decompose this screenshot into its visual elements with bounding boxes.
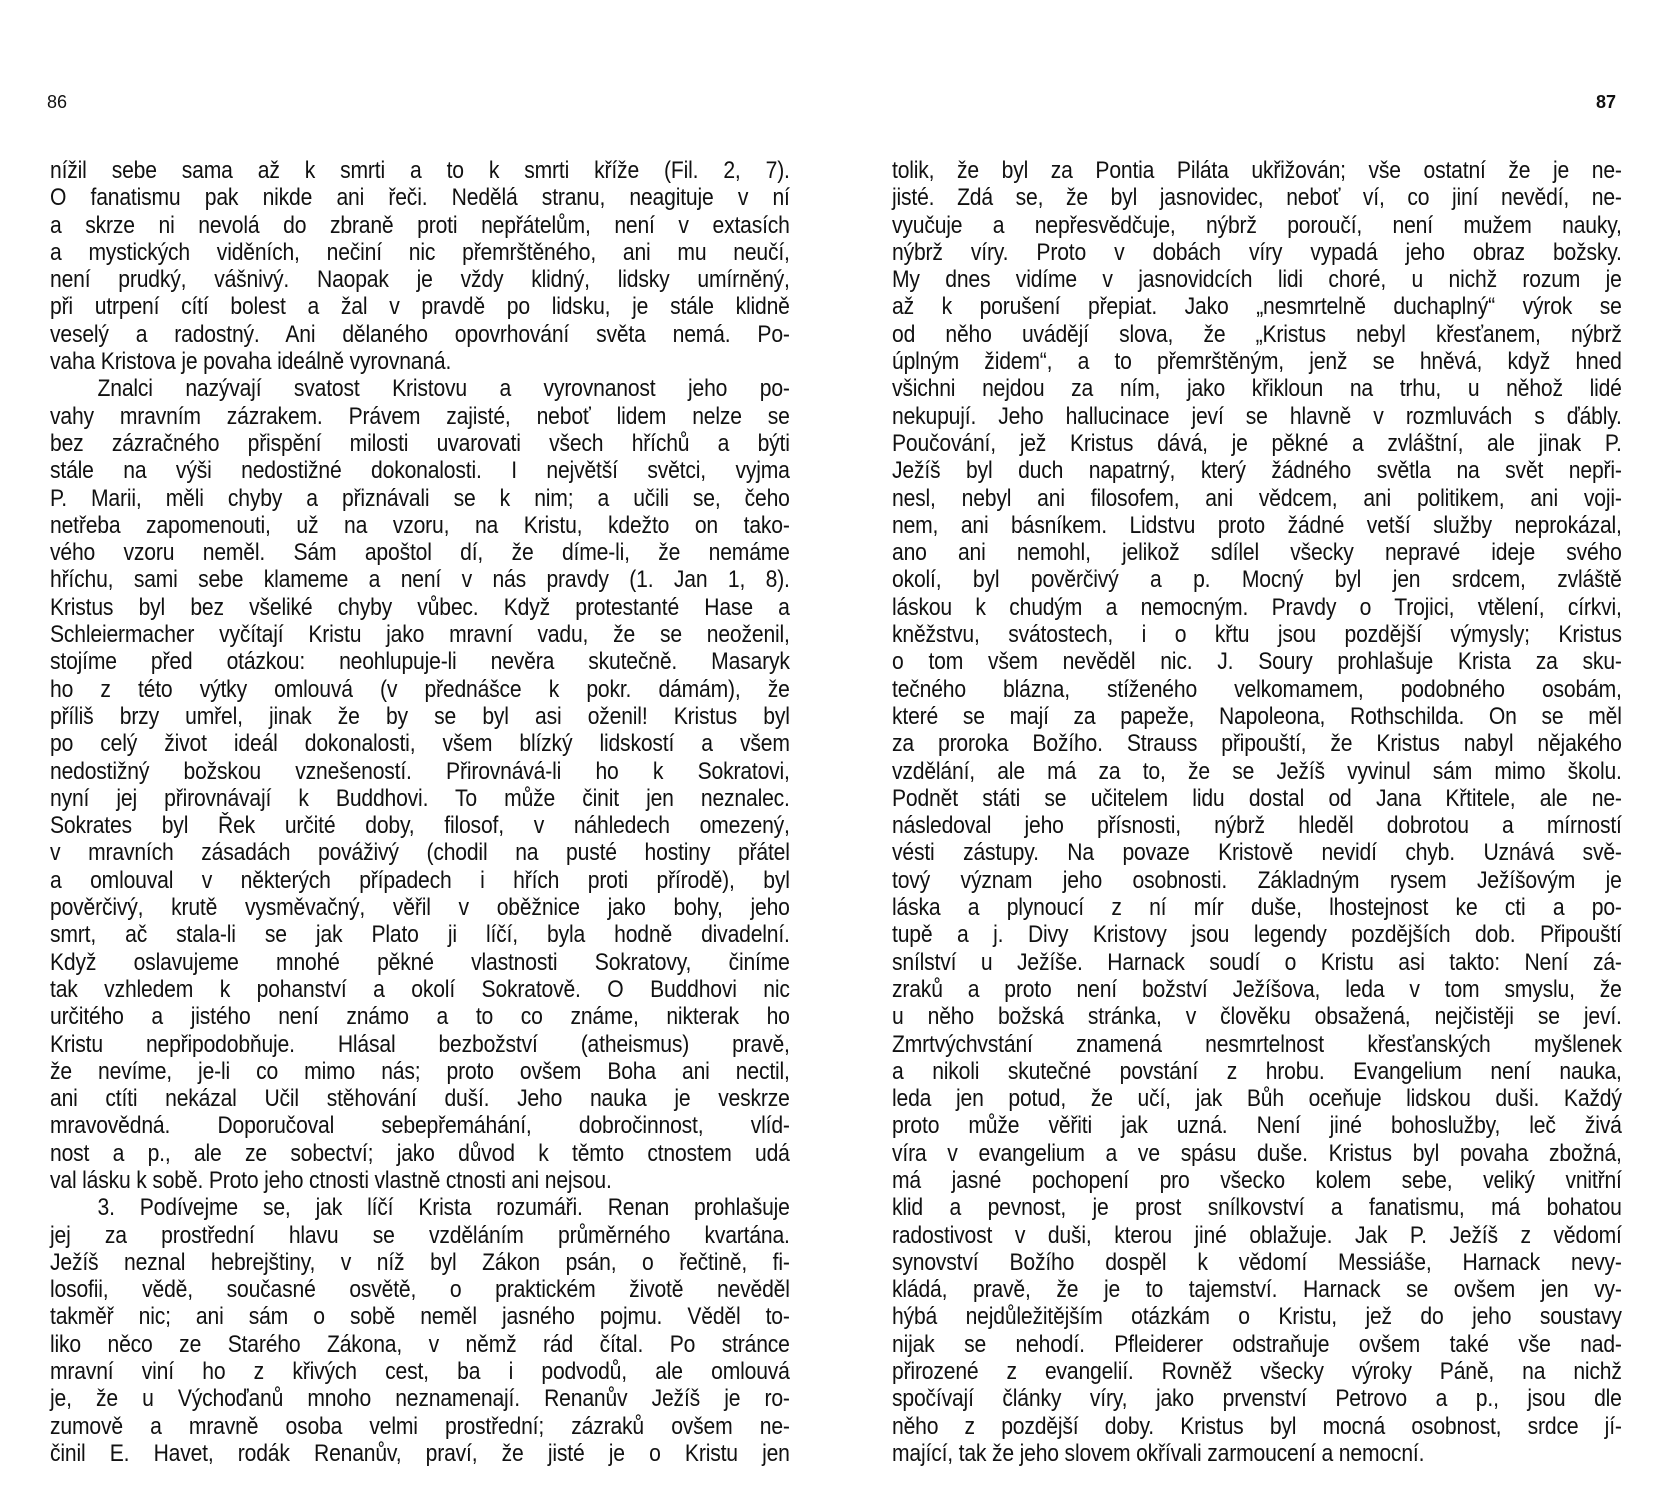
text-line: mající, tak že jeho slovem okřívali zarmoucení a nemocní. <box>892 1439 1425 1467</box>
left-page-text <box>50 157 790 1467</box>
text-line: činil E. Havet, rodák Renanův, praví, že jisté je o Kristu jen <box>50 1439 790 1467</box>
text-line: tečného blázna, stíženého velkomamem, podobného osobám, <box>892 675 1622 703</box>
text-line: takměř nic; ani sám o sobě neměl jasného pojmu. Věděl to- <box>50 1303 790 1331</box>
text-line: Sokrates byl Řek určité doby, filosof, v náhledech omezený, <box>50 812 790 840</box>
text-line: určitého a jistého není známo a to co známe, nikterak ho <box>50 1003 790 1031</box>
text-line: příliš brzy umřel, jinak že by se byl asi oženil! Kristus byl <box>50 702 790 730</box>
text-line: nedostižný božskou vznešeností. Přirovnává-li ho k Sokratovi, <box>50 757 790 785</box>
text-line: za proroka Božího. Strauss připouští, že Kristus nabyl nějakého <box>892 730 1622 758</box>
text-line: leda jen potud, že učí, jak Bůh oceňuje lidskou duši. Každý <box>892 1085 1622 1113</box>
text-line: pověrčivý, krutě vysměvačný, věřil v oběžnice jako bohy, jeho <box>50 894 790 922</box>
text-line: mravovědná. Doporučoval sebepřemáhání, dobročinnost, vlíd- <box>50 1112 790 1140</box>
text-line: nýbrž víry. Proto v dobách víry vypadá jeho obraz božsky. <box>892 238 1622 266</box>
text-line: vého vzoru neměl. Sám apoštol dí, že díme-li, že nemáme <box>50 539 790 567</box>
text-line: které se mají za papeže, Napoleona, Rothschilda. On se měl <box>892 702 1622 730</box>
text-line: okolí, byl pověrčivý a p. Mocný byl jen srdcem, zvláště <box>892 566 1622 594</box>
text-line: vésti zástupy. Na povaze Kristově nevidí chyb. Uznává svě- <box>892 839 1622 867</box>
text-line: Podnět státi se učitelem lidu dostal od Jana Křtitele, ale ne- <box>892 784 1622 812</box>
text-line: láskou k chudým a nemocným. Pravdy o Trojici, vtělení, církvi, <box>892 593 1622 621</box>
text-line: Zmrtvýchvstání znamená nesmrtelnost křesťanských myšlenek <box>892 1030 1622 1058</box>
text-line: snílství u Ježíše. Harnack soudí o Kristu asi takto: Není zá- <box>892 948 1622 976</box>
text-line: zraků a proto není božství Ježíšova, leda v tom smyslu, že <box>892 975 1622 1003</box>
text-line: nyní jej přirovnávají k Buddhovi. To může činit jen neznalec. <box>50 784 790 812</box>
text-line: všichni nejdou za ním, jako křikloun na trhu, u něhož lidé <box>892 375 1622 403</box>
text-line: Znalci nazývají svatost Kristovu a vyrovnanost jeho po- <box>97 375 790 403</box>
text-line: od něho uvádějí slova, že „Kristus nebyl křesťanem, nýbrž <box>892 320 1622 348</box>
text-line: kládá, pravě, že je to tajemství. Harnack se ovšem jen vy- <box>892 1276 1622 1304</box>
text-line: u něho božská stránka, v člověku obsažená, nejčistěji se jeví. <box>892 1003 1622 1031</box>
text-line: hříchu, sami sebe klameme a není v nás pravdy (1. Jan 1, 8). <box>50 566 790 594</box>
text-line: víra v evangelium a ve spásu duše. Kristus byl povaha zbožná, <box>892 1139 1622 1167</box>
text-line: úplným židem“, a to přemrštěným, jenž se hněvá, když hned <box>892 348 1622 376</box>
text-line: Když oslavujeme mnohé pěkné vlastnosti Sokratovy, činíme <box>50 948 790 976</box>
text-line: Kristu nepřipodobňuje. Hlásal bezbožství (atheismus) pravě, <box>50 1030 790 1058</box>
text-line: liko něco ze Starého Zákona, v němž rád čítal. Po stránce <box>50 1330 790 1358</box>
text-line: Ježíš neznal hebrejštiny, v níž byl Zákon psán, o řečtině, fi- <box>50 1248 790 1276</box>
text-line: stojíme před otázkou: neohlupuje-li nevěra skutečně. Masaryk <box>50 648 790 676</box>
text-line: Kristus byl bez všeliké chyby vůbec. Když protestanté Hase a <box>50 593 790 621</box>
text-line: nížil sebe sama až k smrti a to k smrti kříže (Fil. 2, 7). <box>50 157 790 184</box>
text-line: kněžstvu, svátostech, i o křtu jsou pozdější výmysly; Kristus <box>892 621 1622 649</box>
text-line: následoval jeho přísnosti, nýbrž hleděl dobrotou a mírností <box>892 812 1622 840</box>
text-line: 3. Podívejme se, jak líčí Krista rozumáři. Renan prohlašuje <box>97 1194 790 1222</box>
text-line: proto může věřiti jak uzná. Není jiné bohoslužby, leč živá <box>892 1112 1622 1140</box>
text-line: že nevíme, je-li co mimo nás; proto ovšem Boha ani nectil, <box>50 1057 790 1085</box>
text-line: radostivost v duši, kterou jiné oblažuje. Jak P. Ježíš z vědomí <box>892 1221 1622 1249</box>
text-line: nesl, nebyl ani filosofem, ani vědcem, ani politikem, ani voji- <box>892 484 1622 512</box>
text-line: nekupují. Jeho hallucinace jeví se hlavně v rozmluvách s ďábly. <box>892 402 1622 430</box>
text-line: a skrze ni nevolá do zbraně proti nepřátelům, není v extasích <box>50 211 790 239</box>
text-line: až k porušení přepiat. Jako „nesmrtelně duchaplný“ výrok se <box>892 293 1622 321</box>
text-line: smrt, ač stala-li se jak Plato ji líčí, byla hodně divadelní. <box>50 921 790 949</box>
text-line: v mravních zásadách pováživý (chodil na pusté hostiny přátel <box>50 839 790 867</box>
text-line: losofii, vědě, současné osvětě, o praktickém životě nevěděl <box>50 1276 790 1304</box>
text-line: tolik, že byl za Pontia Piláta ukřižován; vše ostatní že je ne- <box>892 157 1622 184</box>
text-line: je, že u Výchoďanů mnoho neznamenají. Renanův Ježíš je ro- <box>50 1385 790 1413</box>
text-line: zumově a mravně osoba velmi prostřední; zázraků ovšem ne- <box>50 1412 790 1440</box>
text-line: vzdělání, ale má za to, že se Ježíš vyvinul sám mimo školu. <box>892 757 1622 785</box>
text-line: stále na výši nedostižné dokonalosti. I největší světci, vyjma <box>50 457 790 485</box>
text-line: při utrpení cítí bolest a žal v pravdě po lidsku, je stále klidně <box>50 293 790 321</box>
text-line: ano ani nemohl, jelikož sdílel všecky nepravé ideje svého <box>892 539 1622 567</box>
text-line: klid a pevnost, je prost snílkovství a fanatismu, má bohatou <box>892 1194 1622 1222</box>
text-line: Schleiermacher vyčítají Kristu jako mravní vadu, že se neoženil, <box>50 621 790 649</box>
text-line: O fanatismu pak nikde ani řeči. Nedělá stranu, neagituje v ní <box>50 184 790 212</box>
text-line: po celý život ideál dokonalosti, všem blízký lidskostí a všem <box>50 730 790 758</box>
text-line: My dnes vidíme v jasnovidcích lidi choré, u nichž rozum je <box>892 266 1622 294</box>
text-line: jisté. Zdá se, že byl jasnovidec, neboť ví, co jiní nevědí, ne- <box>892 184 1622 212</box>
text-line: Ježíš byl duch napatrný, který žádného světla na svět nepři- <box>892 457 1622 485</box>
text-line: má jasné pochopení pro všecko kolem sebe, veliký vnitřní <box>892 1166 1622 1194</box>
text-line: val lásku k sobě. Proto jeho ctnosti vlastně ctnosti ani nejsou. <box>50 1166 612 1194</box>
text-line: o tom všem nevěděl nic. J. Soury prohlašuje Krista za sku- <box>892 648 1622 676</box>
text-line: vyučuje a nepřesvědčuje, nýbrž poroučí, není mužem nauky, <box>892 211 1622 239</box>
text-line: spočívají články víry, jako prvenství Petrovo a p., jsou dle <box>892 1385 1622 1413</box>
text-line: tový význam jeho osobnosti. Základným rysem Ježíšovým je <box>892 866 1622 894</box>
text-line: Poučování, jež Kristus dává, je pěkné a zvláštní, ale jinak P. <box>892 429 1622 457</box>
text-line: mravní viní ho z křivých cest, ba i podvodů, ale omlouvá <box>50 1358 790 1386</box>
text-line: a nikoli skutečné povstání z hrobu. Evangelium není nauka, <box>892 1057 1622 1085</box>
right-page-text <box>892 157 1622 1467</box>
text-line: nem, ani básníkem. Lidstvu proto žádné vetší služby neprokázal, <box>892 511 1622 539</box>
text-line: přirozené z evangelií. Rovněž všecky výroky Páně, na nichž <box>892 1358 1622 1386</box>
text-line: ho z této výtky omlouvá (v přednášce k pokr. dámám), že <box>50 675 790 703</box>
text-line: vahy mravním zázrakem. Právem zajisté, neboť lidem nelze se <box>50 402 790 430</box>
text-line: není prudký, vášnivý. Naopak je vždy klidný, lidsky umírněný, <box>50 266 790 294</box>
text-line: a mystických viděních, nečiní nic přemrštěného, ani mu neučí, <box>50 238 790 266</box>
text-line: P. Marii, měli chyby a přiznávali se k nim; a učili se, čeho <box>50 484 790 512</box>
text-line: ani ctíti nekázal Učil stěhování duší. Jeho nauka je veskrze <box>50 1085 790 1113</box>
text-line: láska a plynoucí z ní mír duše, lhostejnost ke cti a po- <box>892 894 1622 922</box>
text-line: a omlouval v některých případech i hřích proti přírodě), byl <box>50 866 790 894</box>
text-line: veselý a radostný. Ani dělaného opovrhování světa nemá. Po- <box>50 320 790 348</box>
page-number-right: 87 <box>1596 92 1617 112</box>
text-line: synovství Božího dospěl k vědomí Messiáše, Harnack nevy- <box>892 1248 1622 1276</box>
text-line: netřeba zapomenouti, už na vzoru, na Kristu, kdežto on tako- <box>50 511 790 539</box>
text-line: něho z pozdější doby. Kristus byl mocná osobnost, srdce jí- <box>892 1412 1622 1440</box>
text-line: tak vzhledem k pohanství a okolí Sokratově. O Buddhovi nic <box>50 975 790 1003</box>
text-line: nijak se nehodí. Pfleiderer odstraňuje ovšem také vše nad- <box>892 1330 1622 1358</box>
text-line: tupě a j. Divy Kristovy jsou legendy pozdějších dob. Připouští <box>892 921 1622 949</box>
text-line: vaha Kristova je povaha ideálně vyrovnaná. <box>50 348 452 376</box>
text-line: nost a p., ale ze sobectví; jako důvod k těmto ctnostem udá <box>50 1139 790 1167</box>
text-line: hýbá nejdůležitějším otázkám o Kristu, jež do jeho soustavy <box>892 1303 1622 1331</box>
page-number-left: 86 <box>47 92 68 112</box>
text-line: bez zázračného přispění milosti uvarovati všech hříchů a býti <box>50 429 790 457</box>
text-line: jej za prostřední hlavu se vzděláním průměrného kvartána. <box>50 1221 790 1249</box>
